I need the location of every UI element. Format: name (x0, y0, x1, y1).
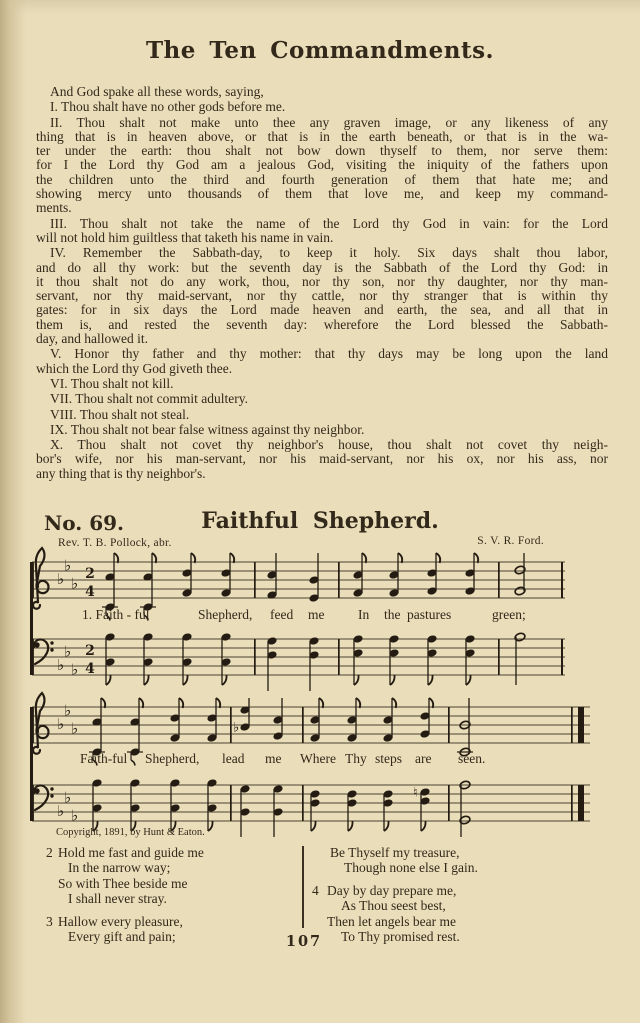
page-title: The Ten Commandments. (145, 37, 495, 64)
commandment-line: bor's wife, nor his man-servant, nor his maid-servant, nor his ox, nor his ass, nor (36, 451, 608, 467)
svg-text:♭: ♭ (233, 720, 240, 736)
verse-line: Hallow every pleasure, (58, 913, 183, 929)
commandment-paragraph (36, 217, 608, 246)
verse-line: As Thou seest best, (341, 898, 446, 914)
commandment-line: III. Thou shalt not take the name of the Lord thy God in vain: for the Lord (50, 215, 608, 231)
svg-text:♭: ♭ (57, 802, 65, 820)
svg-text:♭: ♭ (64, 701, 72, 720)
svg-text:♭: ♭ (64, 556, 72, 575)
commandment-paragraph (36, 85, 608, 99)
svg-text:♭: ♭ (71, 660, 79, 679)
verse-number: 4 (312, 882, 319, 898)
lyric-syllable: pastures (407, 607, 452, 622)
lyric-syllable: green; (492, 607, 526, 622)
commandment-line: which the Lord thy God giveth thee. (36, 360, 233, 376)
lyric-syllable: feed (270, 607, 294, 622)
svg-text:♭: ♭ (64, 642, 72, 661)
commandment-line: ter under the earth: thou shalt not bow down thyself to them, nor serve them: (36, 143, 608, 159)
hymn-title: Faithful Shepherd. (201, 508, 439, 534)
verse-line: Every gift and pain; (68, 929, 176, 945)
commandment-paragraph (36, 246, 608, 346)
commandment-line: them is, and rested the seventh day: wherefore the Lord blessed the Sabbath- (36, 316, 608, 332)
commandment-line: thing that is in heaven above, or that is in the earth beneath, or that is in the wa- (36, 128, 608, 144)
svg-text:♭: ♭ (71, 574, 79, 593)
lyric-syllable: are (415, 751, 432, 766)
hymn-author: Rev. T. B. Pollock, abr. (58, 537, 172, 549)
svg-text:4: 4 (85, 584, 95, 600)
svg-text:♭: ♭ (64, 788, 72, 807)
verse-line: So with Thee beside me (58, 875, 188, 891)
hymn-verse (46, 914, 286, 945)
commandment-line: And God spake all these words, saying, (50, 84, 264, 99)
commandment-line: I. Thou shalt have no other gods before me. (50, 99, 286, 115)
verses-column-left (46, 845, 286, 951)
commandment-line: the children unto the third and fourth generation of them that hate me; and (36, 171, 608, 187)
lyric-line (30, 607, 610, 625)
hymn-verse (46, 845, 286, 907)
svg-text:2: 2 (85, 566, 95, 582)
svg-text:2: 2 (85, 643, 95, 659)
commandment-paragraph (36, 116, 608, 216)
commandment-paragraph (36, 392, 608, 406)
verse-column-divider (302, 846, 304, 928)
commandment-line: servant, nor thy maid-servant, nor thy cattle, nor thy stranger that is within thy (36, 288, 608, 304)
lyric-syllable: Shepherd, (145, 751, 200, 766)
commandment-paragraph (36, 423, 608, 437)
commandment-line: showing mercy unto thousands of them that love me, and keep my command- (36, 186, 608, 202)
svg-text:♭: ♭ (57, 715, 65, 733)
lyric-syllable: Shepherd, (198, 607, 253, 622)
verse-line: Day by day prepare me, (327, 882, 457, 898)
svg-text:♭: ♭ (57, 656, 65, 674)
svg-text:♭: ♭ (71, 806, 79, 825)
lyric-syllable: Faith-ful (80, 751, 128, 766)
verse-line: Though none else I gain. (344, 860, 478, 876)
commandment-line: it thou shalt not do any work, thou, nor thy son, nor thy daughter, nor thy man- (36, 273, 608, 289)
lyric-syllable: In (358, 607, 370, 622)
commandment-line: X. Thou shalt not covet thy neighbor's house, thou shalt not covet thy neigh- (50, 437, 608, 453)
lyric-syllable: the (384, 607, 401, 622)
svg-text:♭: ♭ (57, 570, 65, 588)
copyright-notice: Copyright, 1891, by Hunt & Eaton. (56, 827, 205, 838)
commandment-line: II. Thou shalt not make unto thee any graven image, or any likeness of any (50, 114, 608, 130)
verse-line: To Thy promised rest. (341, 929, 460, 945)
lyric-syllable: Thy (345, 751, 367, 766)
lyric-syllable: lead (222, 751, 245, 766)
commandment-paragraph (36, 347, 608, 376)
commandment-line: VII. Thou shalt not commit adultery. (50, 391, 248, 407)
commandment-line: IV. Remember the Sabbath-day, to keep it holy. Six days shalt thou labor, (50, 245, 608, 261)
commandment-paragraph (36, 438, 608, 481)
verse-line: Then let angels bear me (327, 913, 456, 929)
verse-line: In the narrow way; (68, 860, 171, 876)
commandment-line: day, and hallowed it. (36, 331, 148, 347)
lyric-syllable: Where (300, 751, 336, 766)
verse-line: Hold me fast and guide me (58, 845, 204, 860)
commandment-line: and do all thy work: but the seventh day is the Sabbath of the Lord thy God: in (36, 259, 608, 275)
verse-line: I shall never stray. (68, 891, 167, 907)
lyric-syllable: 1. Faith - ful (82, 607, 150, 622)
commandment-line: ments. (36, 200, 72, 216)
commandment-line: any thing that is thy neighbor's. (36, 465, 206, 481)
commandment-paragraph (36, 377, 608, 391)
hymn-verse (312, 845, 562, 876)
lyric-syllable: me (308, 607, 325, 622)
verse-number: 3 (46, 913, 53, 929)
commandment-line: V. Honor thy father and thy mother: that thy days may be long upon the land (50, 346, 608, 362)
commandment-line: IX. Thou shalt not bear false witness against thy neighbor. (50, 421, 365, 437)
commandment-line: gates: for in six days the Lord made heaven and earth, the sea, and all that in (36, 302, 608, 318)
commandment-line: VI. Thou shalt not kill. (50, 375, 174, 391)
lyric-line (30, 751, 610, 769)
commandments-text (36, 84, 608, 481)
hymn-number: No. 69. (44, 511, 124, 535)
verse-number: 2 (46, 845, 53, 860)
lyric-syllable: seen. (458, 751, 486, 766)
hymn-composer: S. V. R. Ford. (477, 535, 544, 547)
page-number: 107 (285, 933, 323, 950)
svg-text:♮: ♮ (413, 785, 418, 801)
commandment-line: for I the Lord thy God am a jealous God, visiting the iniquity of the fathers upon (36, 157, 608, 173)
verse-line: Be Thyself my treasure, (330, 845, 460, 860)
commandment-line: will not hold him guiltless that taketh his name in vain. (36, 229, 334, 245)
commandment-line: VIII. Thou shalt not steal. (50, 406, 190, 422)
commandment-paragraph (36, 100, 608, 114)
svg-text:4: 4 (85, 661, 95, 677)
verses-column-right (312, 845, 562, 951)
lyric-syllable: me (265, 751, 282, 766)
hymn-verse (312, 883, 562, 945)
commandment-paragraph (36, 408, 608, 422)
svg-text:♭: ♭ (71, 719, 79, 738)
lyric-syllable: steps (375, 751, 402, 766)
